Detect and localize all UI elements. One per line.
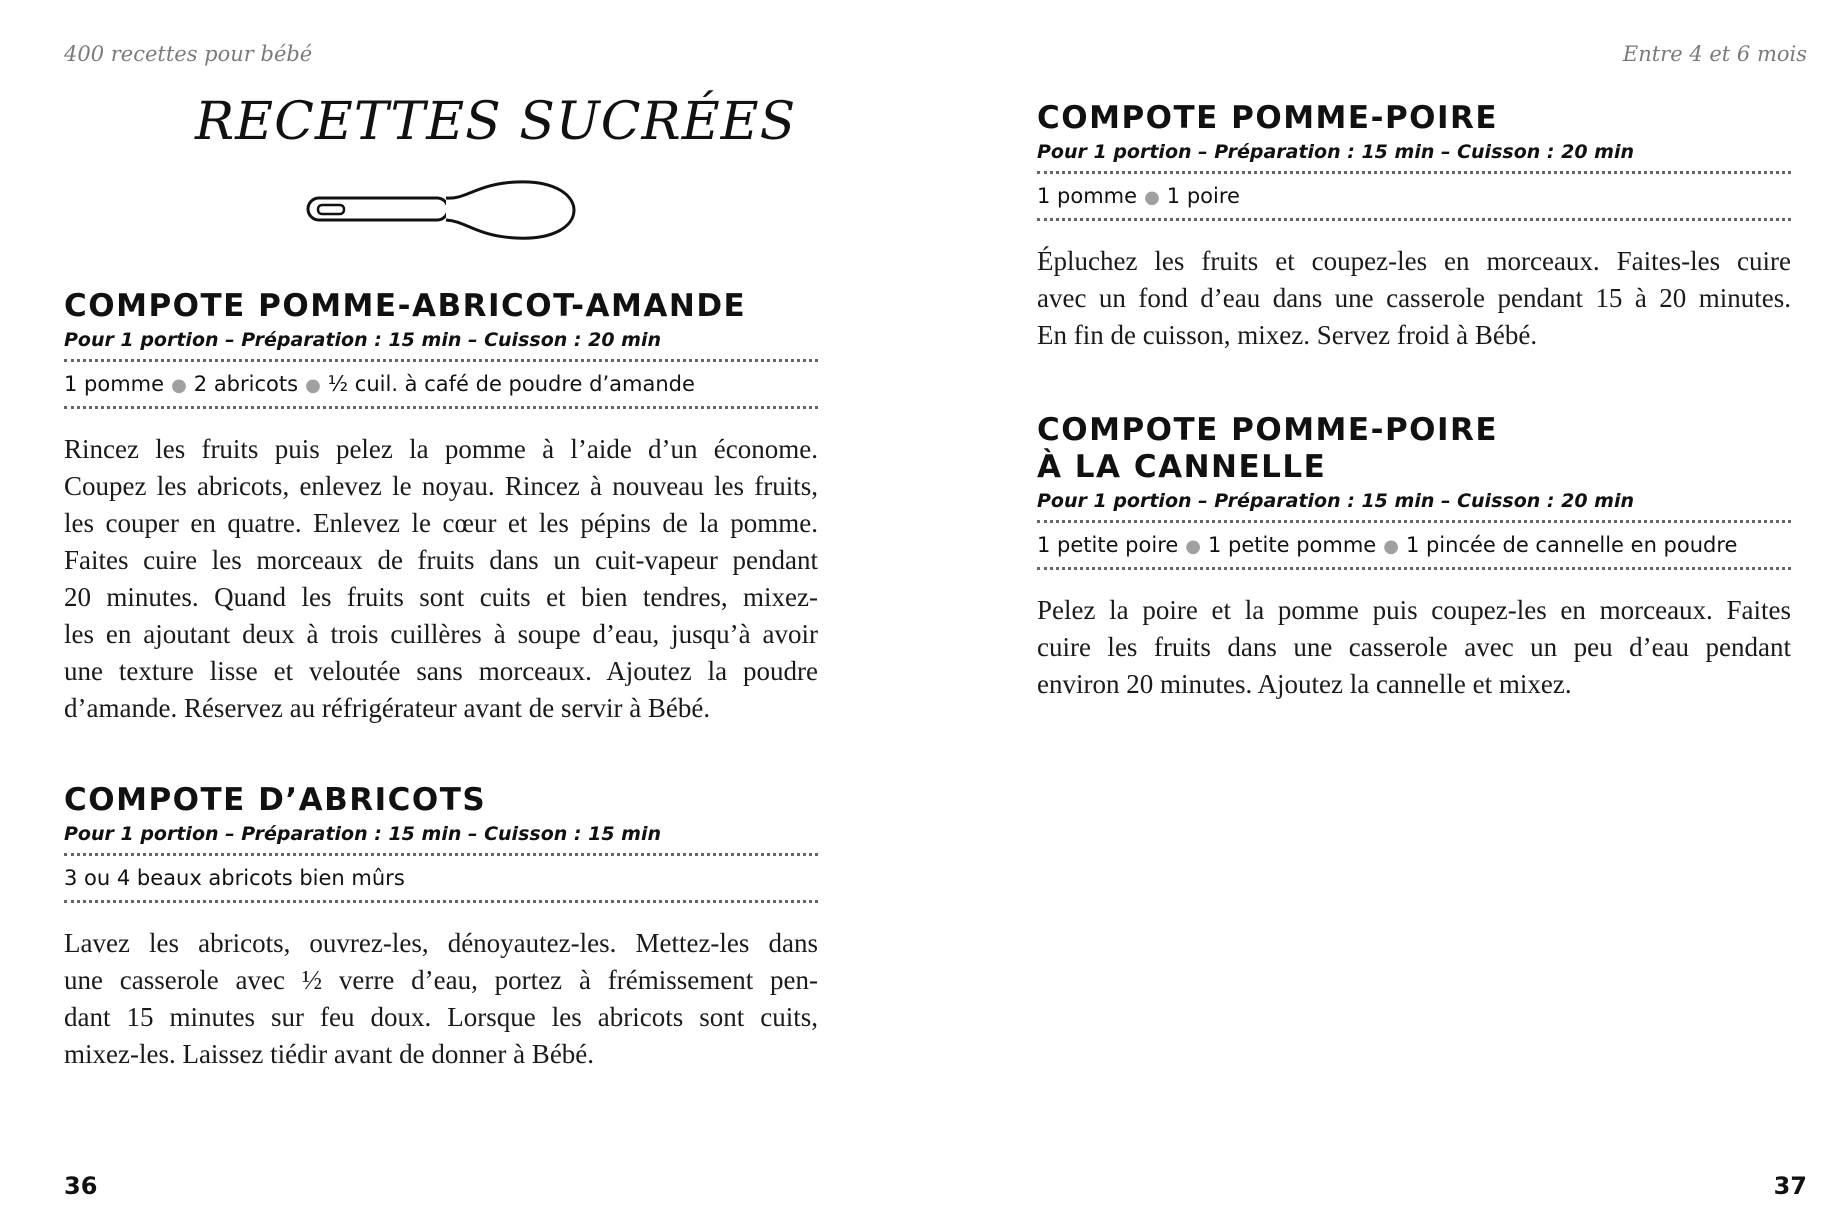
running-header: 400 recettes pour bébé (64, 42, 313, 66)
right-page (921, 0, 1843, 1221)
ingredient: ½ cuil. à café de poudre d’amande (327, 372, 695, 396)
instruction-line: Lavez les abricots, ouvrez-les, dénoyautez-les. Mettez-les dans (64, 928, 818, 958)
recipe-instructions (1037, 592, 1791, 703)
instruction-line: les en ajoutant deux à trois cuillères à soupe d’eau, jusqu’à avoir (64, 619, 818, 649)
recipe-instructions (64, 431, 818, 727)
page-number: 36 (64, 1172, 98, 1200)
recipe-compote-abricots (64, 782, 818, 1073)
instruction-line: Épluchez les fruits et coupez-les en morceaux. Faites-les cuire (1037, 246, 1791, 276)
instruction-line: une texture lisse et veloutée sans morceaux. Ajoutez la poudre (64, 656, 818, 686)
ingredient: 1 pomme (64, 372, 165, 396)
recipe-title (1037, 412, 1791, 486)
ingredient: 1 petite poire (1037, 533, 1179, 557)
ingredient: 1 pomme (1037, 184, 1138, 208)
bullet-icon: ● (1185, 536, 1202, 557)
recipe-meta: Pour 1 portion – Préparation : 15 min – Cuisson : 20 min (1037, 141, 1634, 163)
recipe-compote-pomme-abricot-amande (64, 288, 818, 727)
instruction-line: environ 20 minutes. Ajoutez la cannelle et mixez. (1037, 669, 1572, 699)
ingredient: 1 poire (1166, 184, 1240, 208)
recipe-compote-pomme-poire (1037, 100, 1791, 354)
recipe-meta: Pour 1 portion – Préparation : 15 min – Cuisson : 20 min (64, 329, 661, 351)
instruction-line: une casserole avec ½ verre d’eau, portez à frémissement pen- (64, 965, 818, 995)
recipe-title-line: À LA CANNELLE (1037, 449, 1327, 485)
recipe-title-line: COMPOTE POMME-POIRE (1037, 412, 1499, 448)
ingredient: 3 ou 4 beaux abricots bien mûrs (64, 866, 405, 890)
ingredients-list (1037, 520, 1791, 570)
ingredients-list (64, 853, 818, 903)
instruction-line: avec un fond d’eau dans une casserole pendant 15 à 20 minutes. (1037, 283, 1791, 313)
instruction-line: mixez-les. Laissez tiédir avant de donner à Bébé. (64, 1039, 595, 1069)
recipe-instructions (64, 925, 818, 1073)
recipe-title: COMPOTE POMME-ABRICOT-AMANDE (64, 288, 747, 324)
running-header: Entre 4 et 6 mois (1622, 42, 1807, 66)
left-page (0, 0, 921, 1221)
page-number: 37 (1773, 1172, 1807, 1200)
ingredient: 1 petite pomme (1208, 533, 1377, 557)
instruction-line: les couper en quatre. Enlevez le cœur et les pépins de la pomme. (64, 508, 818, 538)
recipe-meta: Pour 1 portion – Préparation : 15 min – Cuisson : 15 min (64, 823, 661, 845)
recipe-title: COMPOTE D’ABRICOTS (64, 782, 487, 818)
bullet-icon: ● (171, 375, 187, 396)
bullet-icon: ● (1383, 536, 1399, 557)
instruction-line: Pelez la poire et la pomme puis coupez-les en morceaux. Faites (1037, 595, 1791, 625)
instruction-line: cuire les fruits dans une casserole avec un peu d’eau pendant (1037, 632, 1791, 662)
spoon-icon (306, 178, 576, 248)
instruction-line: Rincez les fruits puis pelez la pomme à l’aide d’un économe. (64, 434, 818, 464)
ingredients-list (1037, 171, 1791, 221)
instruction-line: Coupez les abricots, enlevez le noyau. Rincez à nouveau les fruits, (64, 471, 818, 501)
section-title: RECETTES SUCRÉES (195, 92, 797, 152)
bullet-icon: ● (1144, 187, 1160, 208)
instruction-line: 20 minutes. Quand les fruits sont cuits et bien tendres, mixez- (64, 582, 818, 612)
instruction-line: Faites cuire les morceaux de fruits dans un cuit-vapeur pendant (64, 545, 818, 575)
recipe-meta: Pour 1 portion – Préparation : 15 min – Cuisson : 20 min (1037, 490, 1634, 512)
bullet-icon: ● (305, 375, 321, 396)
ingredient: 2 abricots (193, 372, 299, 396)
instruction-line: En fin de cuisson, mixez. Servez froid à Bébé. (1037, 320, 1538, 350)
instruction-line: dant 15 minutes sur feu doux. Lorsque les abricots sont cuits, (64, 1002, 818, 1032)
recipe-instructions (1037, 243, 1791, 354)
recipe-title: COMPOTE POMME-POIRE (1037, 100, 1499, 136)
ingredient: 1 pincée de cannelle en poudre (1405, 533, 1738, 557)
instruction-line: d’amande. Réservez au réfrigérateur avant de servir à Bébé. (64, 693, 711, 723)
recipe-compote-pomme-poire-cannelle (1037, 412, 1791, 703)
ingredients-list (64, 359, 818, 409)
